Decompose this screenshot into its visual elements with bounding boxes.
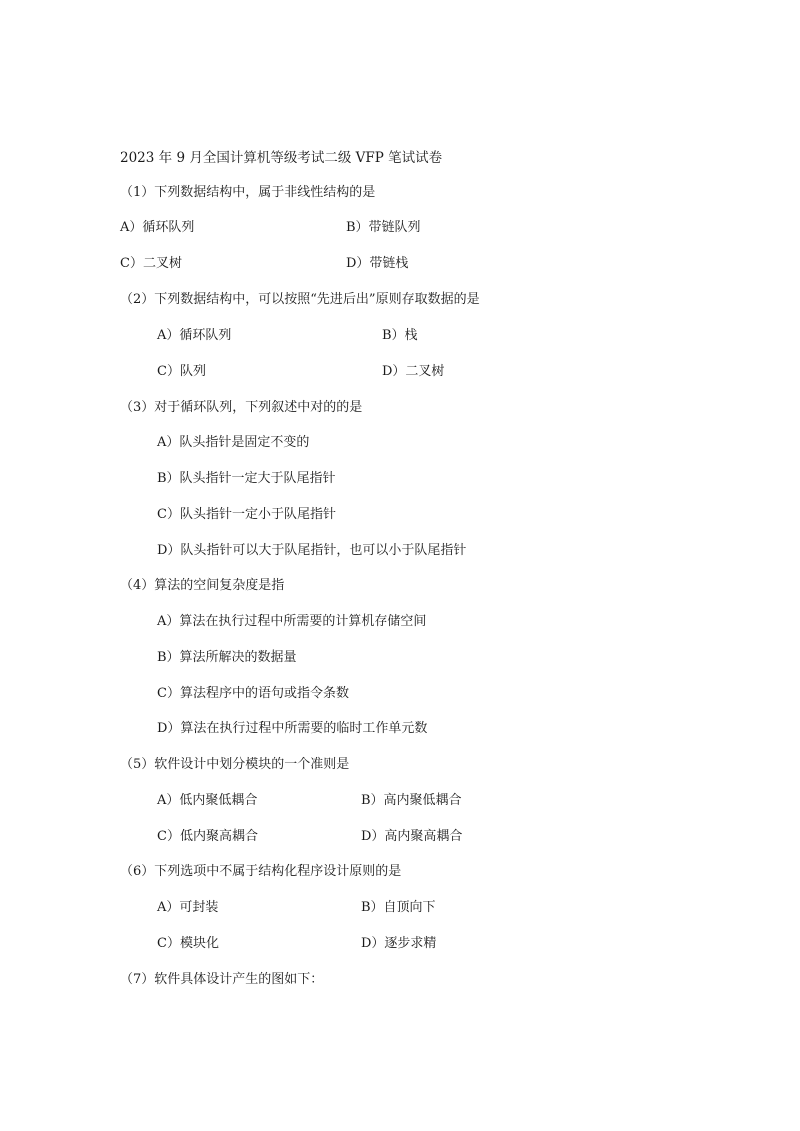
question-2-stem: （2）下列数据结构中，可以按照“先进后出”原则存取数据的是: [120, 292, 480, 307]
question-4-option-d: D）算法在执行过程中所需要的临时工作单元数: [157, 721, 428, 736]
question-3-option-c: C）队头指针一定小于队尾指针: [157, 507, 336, 522]
question-1-option-b: B）带链队列: [346, 220, 421, 235]
question-3-option-a: A）队头指针是固定不变的: [157, 435, 310, 450]
question-1-stem: （1）下列数据结构中，属于非线性结构的是: [120, 185, 376, 200]
question-6-option-a: A）可封装: [157, 900, 219, 915]
question-5-option-b: B）高内聚低耦合: [361, 793, 462, 808]
question-1-option-a: A）循环队列: [120, 220, 195, 235]
question-1-option-c: C）二叉树: [120, 256, 182, 271]
question-5-option-d: D）高内聚高耦合: [361, 829, 463, 844]
question-4-option-a: A）算法在执行过程中所需要的计算机存储空间: [157, 614, 427, 629]
question-5-option-c: C）低内聚高耦合: [157, 829, 258, 844]
question-2-option-c: C）队列: [157, 364, 206, 379]
question-6-stem: （6）下列选项中不属于结构化程序设计原则的是: [120, 864, 402, 879]
question-7-stem: （7）软件具体设计产生的图如下：: [120, 972, 324, 987]
question-2-option-b: B）栈: [382, 328, 418, 343]
question-4-option-c: C）算法程序中的语句或指令条数: [157, 686, 349, 701]
question-1-option-d: D）带链栈: [346, 256, 409, 271]
question-6-option-c: C）模块化: [157, 936, 219, 951]
question-2-option-d: D）二叉树: [382, 364, 445, 379]
exam-title: 2023 年 9 月全国计算机等级考试二级 VFP 笔试试卷: [120, 150, 443, 166]
question-4-stem: （4）算法的空间复杂度是指: [120, 578, 285, 593]
question-2-option-a: A）循环队列: [157, 328, 232, 343]
question-6-option-d: D）逐步求精: [361, 936, 437, 951]
question-3-stem: （3）对于循环队列，下列叙述中对的的是: [120, 400, 363, 415]
question-4-option-b: B）算法所解决的数据量: [157, 650, 297, 665]
question-3-option-d: D）队头指针可以大于队尾指针，也可以小于队尾指针: [157, 543, 467, 558]
question-5-option-a: A）低内聚低耦合: [157, 793, 258, 808]
question-6-option-b: B）自顶向下: [361, 900, 436, 915]
question-5-stem: （5）软件设计中划分模块的一个准则是: [120, 757, 350, 772]
question-3-option-b: B）队头指针一定大于队尾指针: [157, 471, 336, 486]
